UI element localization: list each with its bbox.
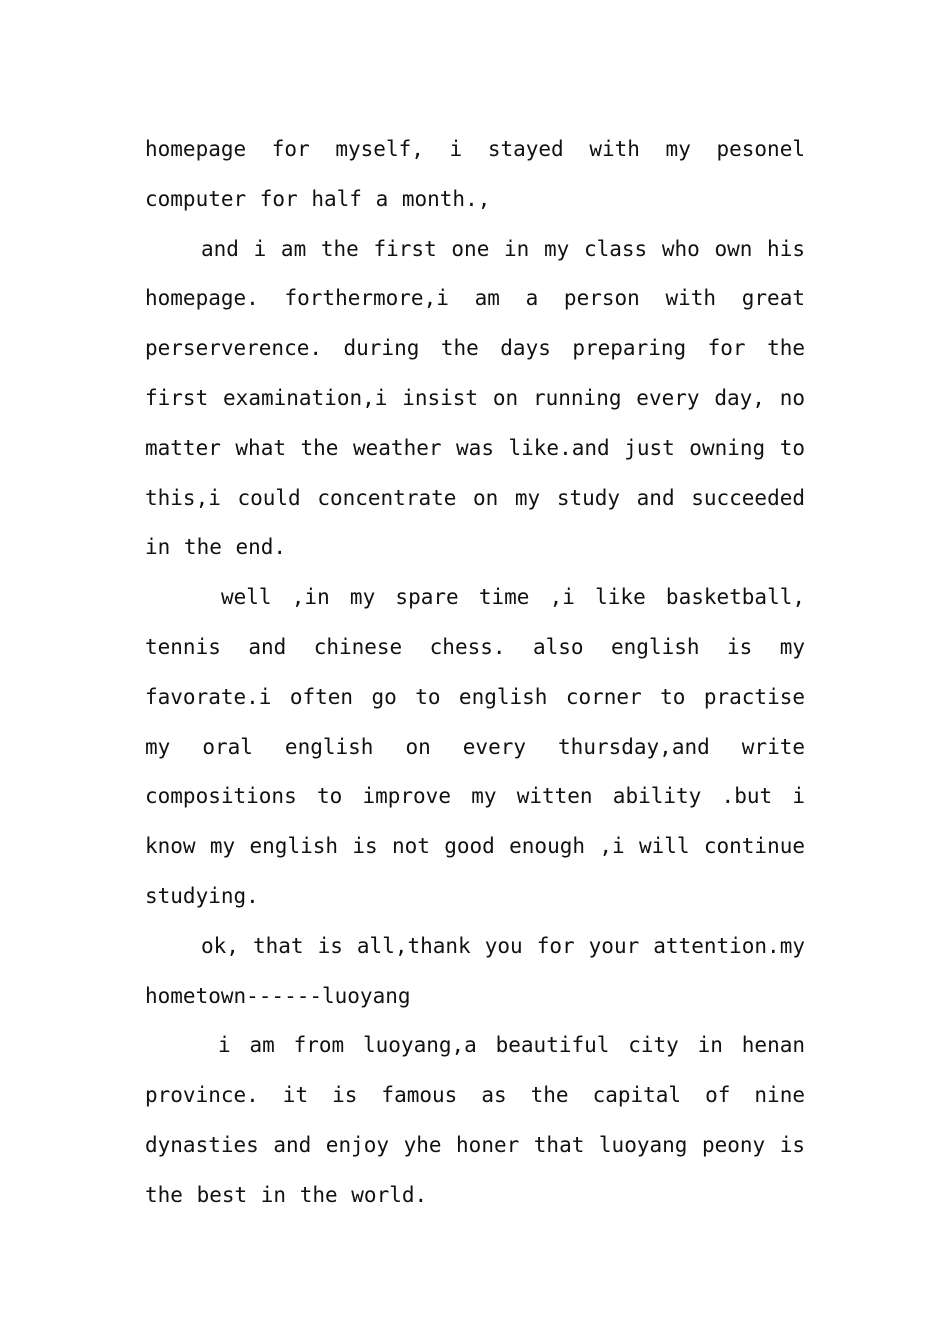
paragraph-continuation: homepage for myself, i stayed with my pesonel computer for half a month., <box>145 137 805 211</box>
paragraph-spare-time: well ,in my spare time ,i like basketball, tennis and chinese chess. also english is my favorate.i often go to english corner to practise my oral english on every thursday,and write compositions to improve my witten ability .but i know my english is not good enough ,i will continue studying. <box>145 585 805 908</box>
paragraph-luoyang: i am from luoyang,a beautiful city in henan province. it is famous as the capital of nine dynasties and enjoy yhe honer that luoyang peony is the best in the world. <box>145 1033 805 1207</box>
paragraph-homepage: and i am the first one in my class who own his homepage. forthermore,i am a person with great perserverence. during the days preparing for the first examination,i insist on running every day, no matter what the weather was like.and just owning to this,i could concentrate on my study and succeeded in the end. <box>145 236 805 560</box>
document-body <box>145 125 805 1221</box>
paragraph-closing: ok, that is all,thank you for your attention.my hometown------luoyang <box>145 933 805 1008</box>
